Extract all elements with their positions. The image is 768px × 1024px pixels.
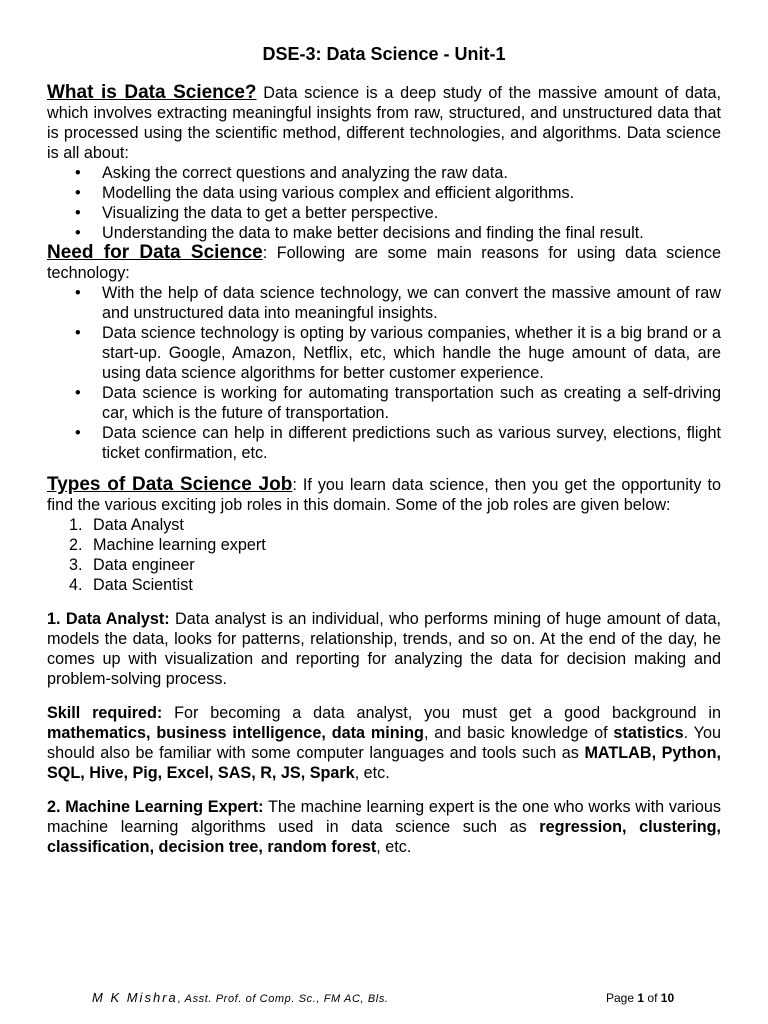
ml-paragraph — [47, 797, 721, 857]
analyst-text: Data analyst is an individual, who performs mining of huge amount of data, models the data, looks for patterns, relationship, trends, and so on. At the end of the day, he comes up with visualization and reporting for analyzing the data for decision making and problem-solving process. — [47, 610, 721, 688]
ml-label: 2. Machine Learning Expert: — [47, 798, 264, 816]
list-item — [69, 515, 721, 535]
what-bullet-list — [47, 163, 721, 243]
list-item: • Asking the correct questions and analyzing the raw data. — [102, 163, 721, 183]
skill-text: For becoming a data analyst, you must get a good background in — [162, 704, 722, 722]
skill-paragraph — [47, 703, 721, 783]
page-footer — [0, 988, 768, 1008]
job-roles-list — [47, 515, 721, 595]
types-text: : If you learn data science, then you get the opportunity to find the various exciting job roles in this domain. Some of the job roles are given below: — [47, 476, 721, 514]
analyst-paragraph — [47, 609, 721, 689]
types-heading: Types of Data Science Job — [47, 474, 293, 495]
list-item-label: Data engineer — [93, 556, 195, 574]
spacer — [47, 783, 721, 797]
list-item-label: Data Scientist — [93, 576, 193, 594]
author-name: M K Mishra — [92, 990, 178, 1005]
spacer — [47, 595, 721, 609]
author-title: , Asst. Prof. of Comp. Sc., FM AC, Bls. — [177, 993, 389, 1005]
ml-bold-text: regression, clustering, classification, decision tree, random forest — [47, 818, 722, 856]
list-item-label: Data Analyst — [93, 516, 184, 534]
types-paragraph — [47, 475, 721, 515]
skill-bold-text: MATLAB, Python, SQL, Hive, Pig, Excel, SAS, R, JS, Spark — [47, 744, 721, 782]
footer-author — [92, 988, 389, 1009]
skill-text: . You should also be familiar with some computer languages and tools such as — [47, 724, 721, 762]
list-item: • Understanding the data to make better decisions and finding the final result. — [102, 223, 721, 243]
spacer — [47, 689, 721, 703]
need-paragraph — [47, 243, 721, 283]
what-paragraph — [47, 83, 721, 163]
list-number: 2. — [69, 536, 83, 554]
list-item: • Data science technology is opting by various companies, whether it is a big brand or a start-up. Google, Amazon, Netflix, etc, which handle the huge amount of data, are using data science algorithms for better customer experience. — [102, 323, 721, 383]
list-item: • Data science is working for automating transportation such as creating a self-driving car, which is the future of transportation. — [102, 383, 721, 423]
skill-text: , etc. — [354, 764, 390, 782]
need-text: : Following are some main reasons for using data science technology: — [47, 244, 721, 282]
skill-label: Skill required: — [47, 704, 163, 722]
skill-text: , and basic knowledge of — [423, 724, 614, 742]
page-word: Page — [606, 991, 635, 1005]
page-content — [47, 42, 721, 857]
list-item: • Visualizing the data to get a better perspective. — [102, 203, 721, 223]
analyst-label: 1. Data Analyst: — [47, 610, 170, 628]
current-page: 1 — [637, 991, 645, 1005]
page-title: DSE-3: Data Science - Unit-1 — [262, 44, 506, 64]
skill-bold-text: mathematics, business intelligence, data mining — [47, 724, 424, 742]
list-item-label: Machine learning expert — [93, 536, 266, 554]
total-pages: 10 — [660, 991, 675, 1005]
list-number: 4. — [69, 576, 83, 594]
ml-text: The machine learning expert is the one who works with various machine learning algorithms used in data science such as — [47, 798, 721, 836]
list-item: • Data science can help in different predictions such as various survey, elections, flight ticket confirmation, etc. — [102, 423, 721, 463]
list-number: 1. — [69, 516, 83, 534]
list-number: 3. — [69, 556, 83, 574]
what-heading: What is Data Science? — [47, 82, 257, 103]
list-item: • Modelling the data using various complex and efficient algorithms. — [102, 183, 721, 203]
need-heading: Need for Data Science — [47, 242, 263, 263]
list-item: • With the help of data science technology, we can convert the massive amount of raw and unstructured data into meaningful insights. — [102, 283, 721, 323]
list-item — [69, 575, 721, 595]
skill-bold-text: statistics — [613, 724, 684, 742]
need-bullet-list — [47, 283, 721, 463]
ml-text: , etc. — [376, 838, 412, 856]
of-word: of — [647, 991, 658, 1005]
list-item — [69, 535, 721, 555]
what-text: Data science is a deep study of the massive amount of data, which involves extracting meaningful insights from raw, structured, and unstructured data that is processed using the scientific method, different technologies, and algorithms. Data science is all about: — [47, 84, 722, 162]
page-number — [606, 988, 674, 1008]
list-item — [69, 555, 721, 575]
